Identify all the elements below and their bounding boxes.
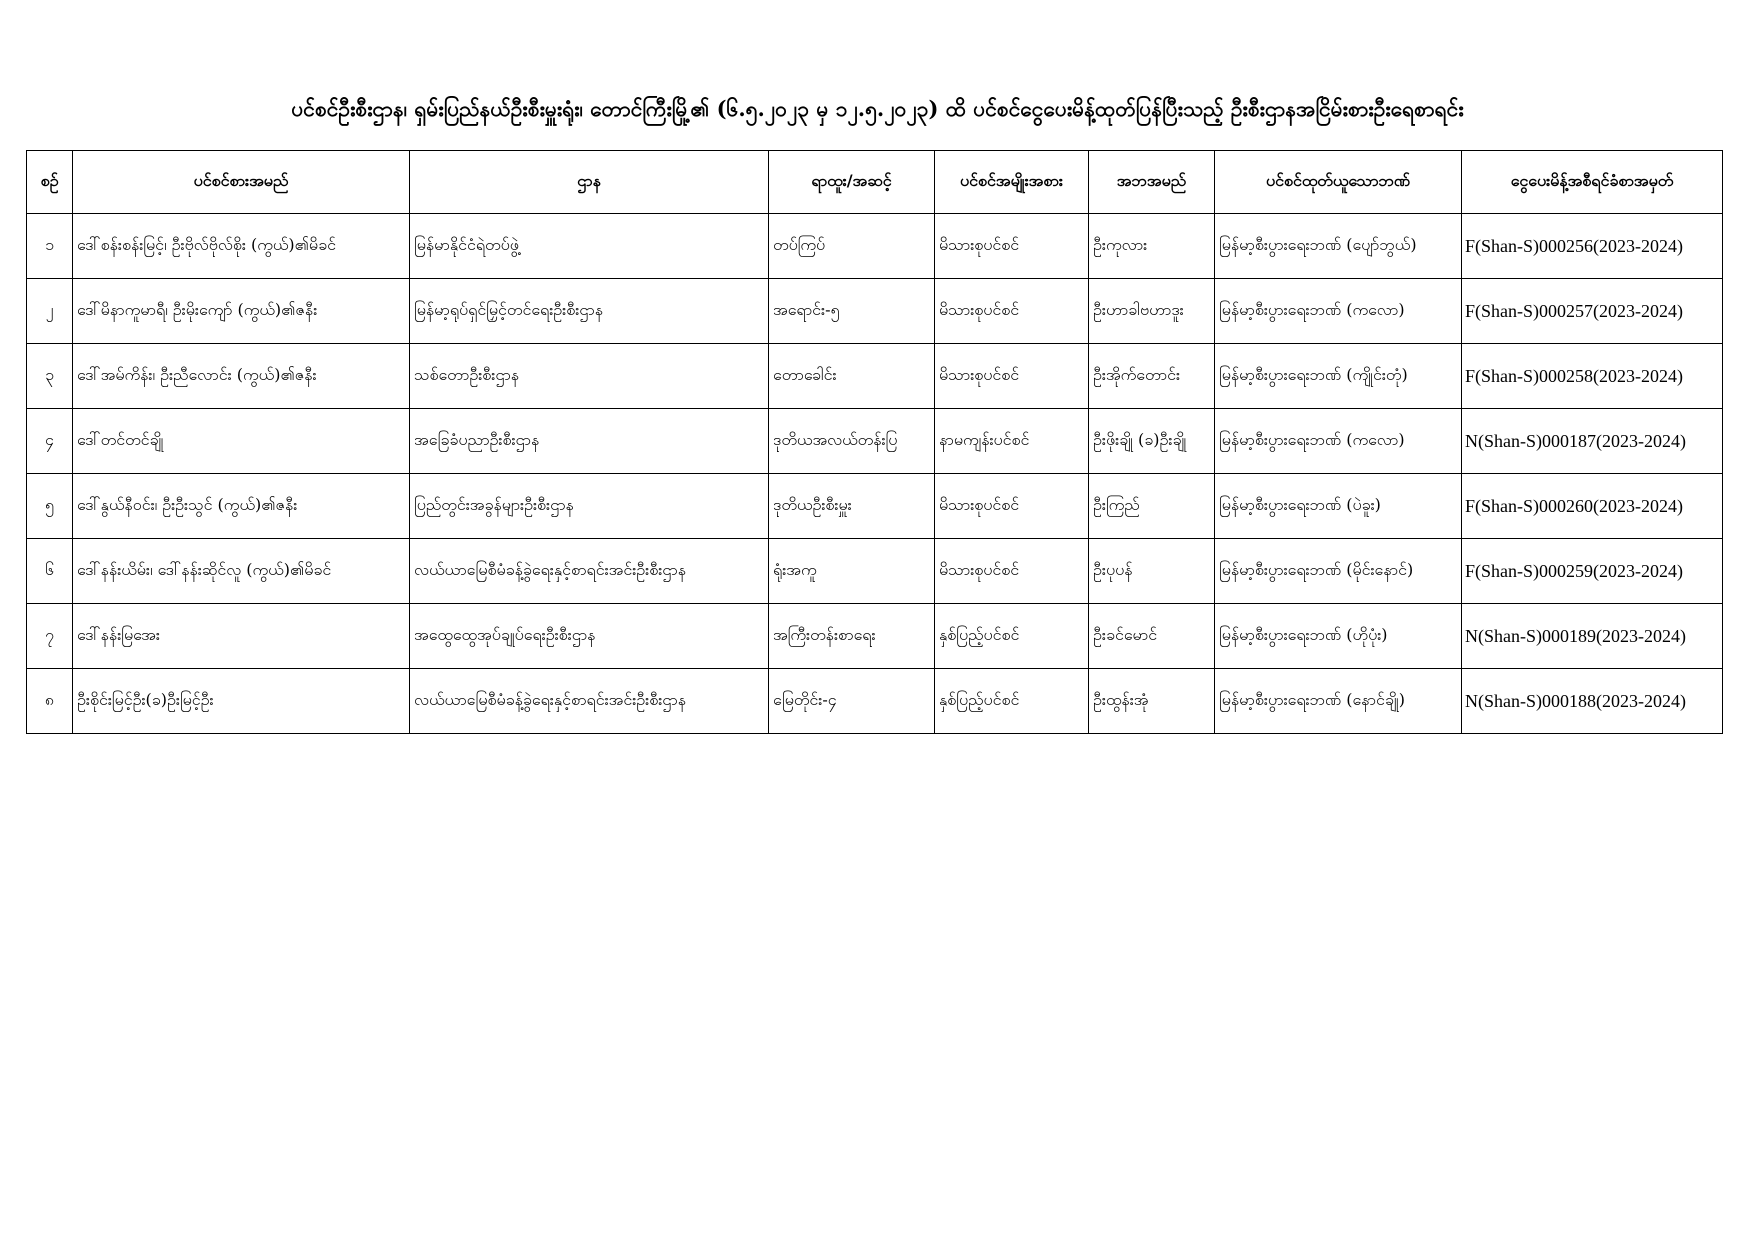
table-row	[27, 604, 1723, 669]
cell-rank: အရောင်း-၅	[769, 279, 935, 344]
cell-rank: တပ်ကြပ်	[769, 214, 935, 279]
header-pensioner-name: ပင်စင်စားအမည်	[73, 151, 410, 214]
page-title: ပင်စင်ဦးစီးဌာန၊ ရှမ်းပြည်နယ်ဦးစီးမှူးရုံး၊ တောင်ကြီးမြို့၏ (၆.၅.၂၀၂၃ မှ ၁၂.၅.၂၀၂၃) ထိ ပင်စင်ငွေပေးမိန့်ထုတ်ပြန်ပြီးသည့် ဦးစီးဌာနအငြိမ်းစားဦးရေစာရင်း	[291, 96, 1464, 121]
table-row	[27, 214, 1723, 279]
cell-pension-type: မိသားစုပင်စင်	[935, 279, 1089, 344]
cell-pensioner-name: ဒေါ်နန်းယိမ်း၊ ဒေါ်နန်းဆိုင်လူ (ကွယ်)၏မိခင်	[73, 539, 410, 604]
cell-pensioner-name: ဒေါ်နွယ်နီဝင်း၊ ဦးဦးသွင် (ကွယ်)၏ဇနီး	[73, 474, 410, 539]
header-bank: ပင်စင်ထုတ်ယူသောဘဏ်	[1215, 151, 1462, 214]
cell-pension-type: နှစ်ပြည့်ပင်စင်	[935, 669, 1089, 734]
cell-serial: ၄	[27, 409, 73, 474]
header-serial: စဉ်	[27, 151, 73, 214]
table-row	[27, 669, 1723, 734]
table-row	[27, 539, 1723, 604]
header-order-number: ငွေပေးမိန့်အစီရင်ခံစာအမှတ်	[1462, 151, 1723, 214]
cell-rank: ဒုတိယအလယ်တန်းပြ	[769, 409, 935, 474]
cell-rank: တောခေါင်း	[769, 344, 935, 409]
cell-pensioner-name: ဒေါ်နန်းမြအေး	[73, 604, 410, 669]
cell-bank: မြန်မာ့စီးပွားရေးဘဏ် (ကလော)	[1215, 279, 1462, 344]
cell-bank: မြန်မာ့စီးပွားရေးဘဏ် (ပဲခူး)	[1215, 474, 1462, 539]
cell-pension-type: မိသားစုပင်စင်	[935, 539, 1089, 604]
cell-father-name: ဦးပုပန်	[1089, 539, 1215, 604]
cell-order-number: N(Shan-S)000188(2023-2024)	[1462, 669, 1723, 734]
cell-bank: မြန်မာ့စီးပွားရေးဘဏ် (နောင်ချို)	[1215, 669, 1462, 734]
cell-order-number: F(Shan-S)000256(2023-2024)	[1462, 214, 1723, 279]
cell-order-number: F(Shan-S)000257(2023-2024)	[1462, 279, 1723, 344]
cell-pension-type: မိသားစုပင်စင်	[935, 474, 1089, 539]
cell-department: သစ်တောဦးစီးဌာန	[410, 344, 769, 409]
cell-department: လယ်ယာမြေစီမံခန့်ခွဲရေးနှင့်စာရင်းအင်းဦးစီးဌာန	[410, 539, 769, 604]
cell-father-name: ဦးထွန်းအုံ	[1089, 669, 1215, 734]
cell-pension-type: မိသားစုပင်စင်	[935, 344, 1089, 409]
cell-father-name: ဦးကုလား	[1089, 214, 1215, 279]
header-department: ဌာန	[410, 151, 769, 214]
cell-serial: ၂	[27, 279, 73, 344]
cell-serial: ၅	[27, 474, 73, 539]
cell-order-number: F(Shan-S)000258(2023-2024)	[1462, 344, 1723, 409]
cell-department: လယ်ယာမြေစီမံခန့်ခွဲရေးနှင့်စာရင်းအင်းဦးစီးဌာန	[410, 669, 769, 734]
cell-serial: ၈	[27, 669, 73, 734]
cell-order-number: F(Shan-S)000259(2023-2024)	[1462, 539, 1723, 604]
cell-department: မြန်မာနိုင်ငံရဲတပ်ဖွဲ့	[410, 214, 769, 279]
cell-order-number: F(Shan-S)000260(2023-2024)	[1462, 474, 1723, 539]
cell-rank: ဒုတိယဦးစီးမှူး	[769, 474, 935, 539]
pensioner-table	[26, 150, 1723, 734]
table-row	[27, 344, 1723, 409]
header-row	[27, 151, 1723, 214]
cell-father-name: ဦးအိုက်တောင်း	[1089, 344, 1215, 409]
cell-bank: မြန်မာ့စီးပွားရေးဘဏ် (ပျော်ဘွယ်)	[1215, 214, 1462, 279]
cell-bank: မြန်မာ့စီးပွားရေးဘဏ် (ဟိုပုံး)	[1215, 604, 1462, 669]
cell-pensioner-name: ဒေါ်အမ်ကိန်း၊ ဦးညီလောင်း (ကွယ်)၏ဇနီး	[73, 344, 410, 409]
cell-rank: အကြီးတန်းစာရေး	[769, 604, 935, 669]
header-father-name: အဘအမည်	[1089, 151, 1215, 214]
cell-pension-type: နှစ်ပြည့်ပင်စင်	[935, 604, 1089, 669]
cell-rank: မြေတိုင်း-၄	[769, 669, 935, 734]
table-row	[27, 474, 1723, 539]
cell-pensioner-name: ဒေါ်မိနာကူမာရီ၊ ဦးမိုးကျော် (ကွယ်)၏ဇနီး	[73, 279, 410, 344]
cell-pensioner-name: ဒေါ်စန်းစန်းမြင့်၊ ဦးဗိုလ်ဗိုလ်စိုး (ကွယ်)၏မိခင်	[73, 214, 410, 279]
cell-serial: ၆	[27, 539, 73, 604]
cell-order-number: N(Shan-S)000187(2023-2024)	[1462, 409, 1723, 474]
cell-pensioner-name: ဦးစိုင်းမြင့်ဦး(ခ)ဦးမြင့်ဦး	[73, 669, 410, 734]
cell-serial: ၃	[27, 344, 73, 409]
header-rank: ရာထူး/အဆင့်	[769, 151, 935, 214]
cell-bank: မြန်မာ့စီးပွားရေးဘဏ် (ကျိုင်းတုံ)	[1215, 344, 1462, 409]
cell-department: မြန်မာ့ရုပ်ရှင်မြှင့်တင်ရေးဦးစီးဌာန	[410, 279, 769, 344]
table-row	[27, 409, 1723, 474]
cell-serial: ၇	[27, 604, 73, 669]
cell-department: ပြည်တွင်းအခွန်များဦးစီးဌာန	[410, 474, 769, 539]
cell-father-name: ဦးဖိုးချို (ခ)ဦးချို	[1089, 409, 1215, 474]
table-row	[27, 279, 1723, 344]
cell-department: အထွေထွေအုပ်ချုပ်ရေးဦးစီးဌာန	[410, 604, 769, 669]
cell-pension-type: မိသားစုပင်စင်	[935, 214, 1089, 279]
cell-pensioner-name: ဒေါ်တင်တင်ချို	[73, 409, 410, 474]
header-pension-type: ပင်စင်အမျိုးအစား	[935, 151, 1089, 214]
cell-order-number: N(Shan-S)000189(2023-2024)	[1462, 604, 1723, 669]
cell-father-name: ဦးကြည်	[1089, 474, 1215, 539]
cell-father-name: ဦးခင်မောင်	[1089, 604, 1215, 669]
cell-department: အခြေခံပညာဦးစီးဌာန	[410, 409, 769, 474]
cell-rank: ရုံးအကူ	[769, 539, 935, 604]
cell-serial: ၁	[27, 214, 73, 279]
cell-bank: မြန်မာ့စီးပွားရေးဘဏ် (မိုင်းနောင်)	[1215, 539, 1462, 604]
cell-bank: မြန်မာ့စီးပွားရေးဘဏ် (ကလော)	[1215, 409, 1462, 474]
cell-father-name: ဦးဟာခါဗဟာဒူး	[1089, 279, 1215, 344]
cell-pension-type: နာမကျန်းပင်စင်	[935, 409, 1089, 474]
